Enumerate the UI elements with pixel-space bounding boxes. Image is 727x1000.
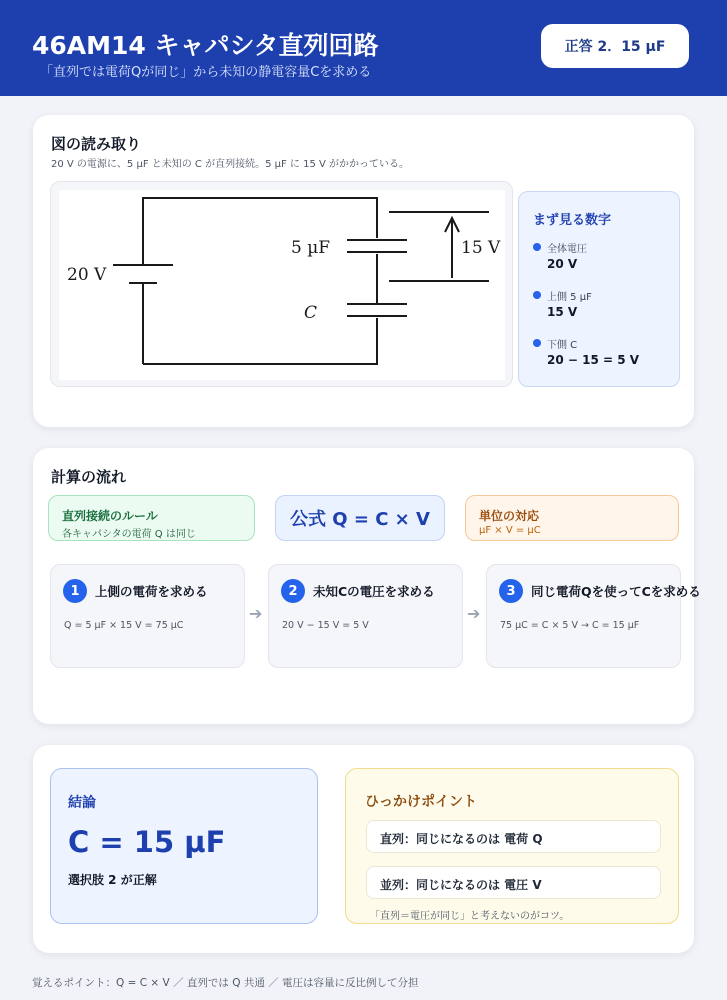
rule-tag — [48, 495, 255, 541]
rule-text: 各キャパシタの電荷 Q は同じ — [62, 529, 196, 540]
conclusion-title: 結論 — [68, 795, 96, 811]
cap-5uf-label: 5 µF — [291, 238, 331, 258]
footer-note: 覚えるポイント：Q = C × V ／ 直列では Q 共通 ／ 電圧は容量に反比例して分担 — [32, 977, 419, 989]
reading-description: 20 V の電源に、5 µF と未知の C が直列接続。5 µF に 15 V がかかっている。 — [51, 159, 410, 170]
bullet-icon — [533, 243, 541, 251]
step-title: 上側の電荷を求める — [95, 584, 208, 599]
step-formula: Q = 5 µF × 15 V = 75 µC — [64, 620, 184, 631]
unit-text: µF × V = µC — [479, 525, 541, 536]
step-formula: 75 µC = C × 5 V → C = 15 µF — [500, 620, 640, 631]
trap-row — [366, 820, 661, 853]
voltage-15v-label: 15 V — [461, 238, 501, 258]
step-number: 3 — [499, 579, 523, 603]
step-number: 2 — [281, 579, 305, 603]
trap-row-text: 直列：同じになるのは 電荷 Q — [380, 832, 543, 846]
formula-tag — [275, 495, 445, 541]
cap-c-label: C — [304, 303, 318, 323]
trap-panel — [345, 768, 679, 924]
reading-card — [33, 115, 694, 427]
step-number: 1 — [63, 579, 87, 603]
trap-row — [366, 866, 661, 899]
answer-badge: 正答 2．15 µF — [541, 24, 689, 68]
rule-title: 直列接続のルール — [62, 509, 158, 523]
key-number-label: 全体電圧 — [547, 244, 587, 255]
step-card — [486, 564, 701, 668]
step-card — [50, 564, 245, 668]
step-card — [268, 564, 463, 668]
reading-title: 図の読み取り — [51, 135, 142, 153]
step-formula: 20 V − 15 V = 5 V — [282, 620, 369, 631]
bullet-icon — [533, 339, 541, 347]
conclusion-panel — [50, 768, 318, 924]
unit-title: 単位の対応 — [479, 509, 540, 523]
trap-note: 「直列＝電圧が同じ」と考えないのがコツ。 — [370, 911, 570, 922]
trap-row-text: 並列：同じになるのは 電圧 V — [380, 878, 542, 892]
flow-card — [33, 448, 701, 724]
trap-title: ひっかけポイント — [365, 794, 477, 810]
key-number-value: 20 − 15 = 5 V — [547, 353, 640, 367]
bullet-icon — [533, 291, 541, 299]
key-number-label: 下側 C — [547, 340, 578, 351]
arrow-right-icon: ➔ — [467, 604, 481, 623]
arrow-right-icon: ➔ — [249, 604, 263, 623]
key-numbers-title: まず見る数字 — [533, 213, 612, 228]
key-numbers-panel — [518, 191, 680, 387]
page-subtitle: 「直列では電荷Qが同じ」から未知の静電容量Cを求める — [40, 65, 372, 80]
page-title: 46AM14 キャパシタ直列回路 — [32, 31, 379, 60]
conclusion-text: 選択肢 2 が正解 — [68, 873, 157, 887]
key-number-value: 20 V — [547, 257, 578, 271]
unit-tag — [465, 495, 679, 541]
key-number-value: 15 V — [547, 305, 578, 319]
step-title: 同じ電荷Qを使ってCを求める — [531, 584, 701, 599]
source-voltage-label: 20 V — [67, 265, 107, 285]
circuit-diagram — [50, 181, 513, 387]
conclusion-card — [33, 745, 694, 953]
circuit-background — [59, 190, 505, 380]
step-title: 未知Cの電圧を求める — [313, 584, 435, 599]
formula-text: 公式 Q = C × V — [290, 509, 430, 530]
header-banner — [0, 0, 727, 96]
key-number-label: 上側 5 µF — [547, 292, 592, 303]
circuit-svg — [59, 190, 505, 380]
conclusion-value: C = 15 µF — [68, 825, 226, 859]
flow-title: 計算の流れ — [51, 468, 127, 486]
